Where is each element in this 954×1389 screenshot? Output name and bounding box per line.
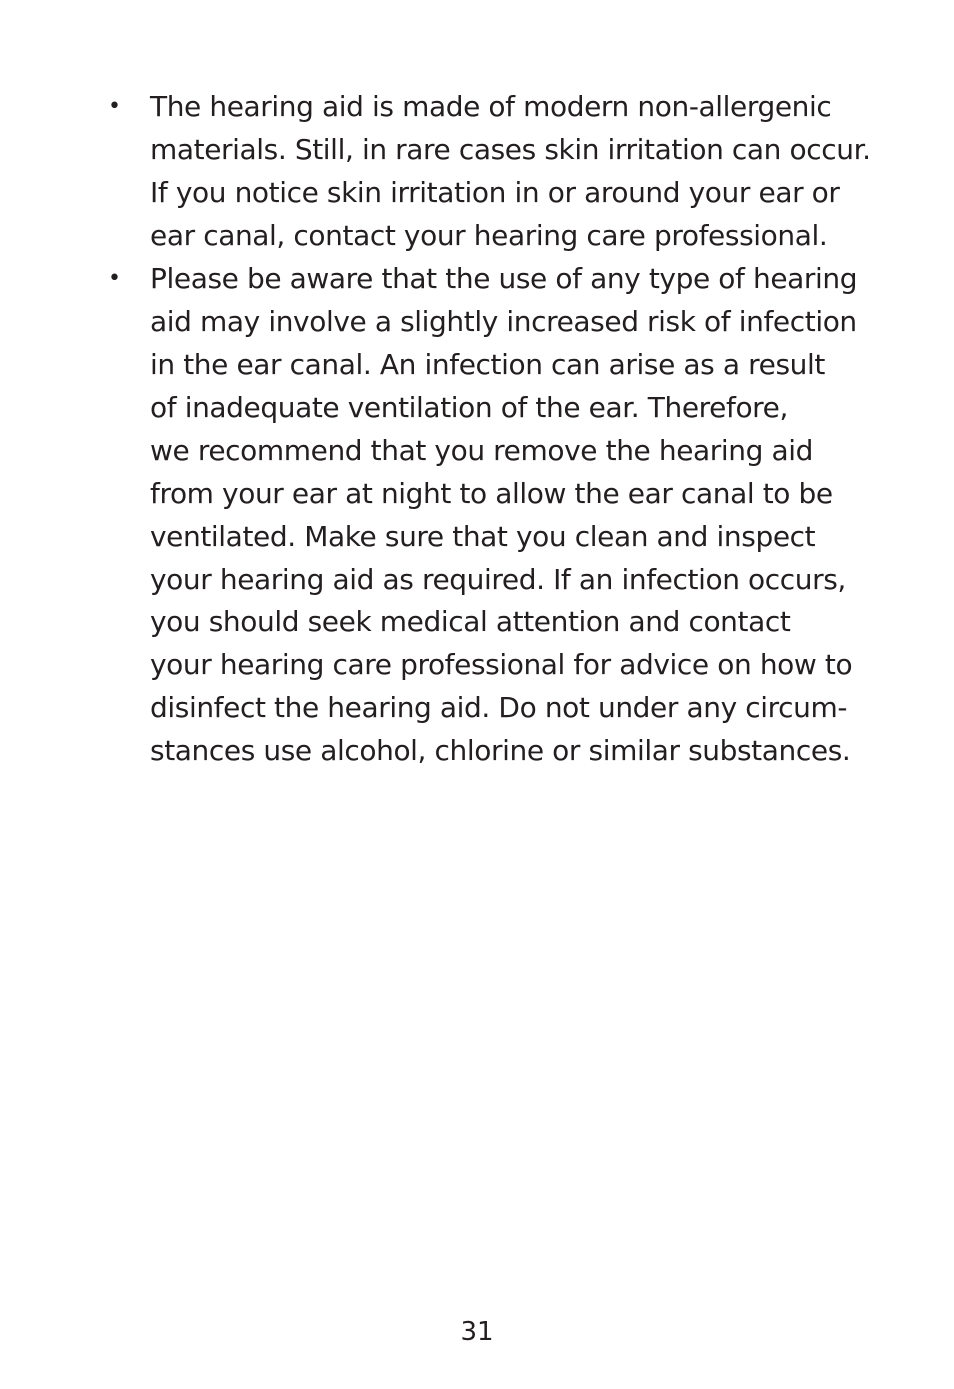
bullet-1-line-2: materials. Still, in rare cases skin irritation can occur.	[150, 133, 871, 166]
bullet-2-line-10: your hearing care professional for advice on how to	[150, 648, 853, 681]
bullet-2-line-1: Please be aware that the use of any type of hearing	[150, 262, 858, 295]
page-number: 31	[460, 1317, 494, 1347]
bullet-marker: •	[108, 94, 121, 119]
bullet-1-line-1: The hearing aid is made of modern non-allergenic	[150, 90, 832, 123]
bullet-1-line-4: ear canal, contact your hearing care professional.	[150, 219, 828, 252]
bullet-2-line-5: we recommend that you remove the hearing aid	[150, 434, 814, 467]
bullet-2-line-9: you should seek medical attention and contact	[150, 605, 791, 638]
bullet-2-line-8: your hearing aid as required. If an infection occurs,	[150, 563, 846, 596]
bullet-marker: •	[108, 266, 121, 291]
bullet-1-line-3: If you notice skin irritation in or around your ear or	[150, 176, 840, 209]
bullet-2-line-3: in the ear canal. An infection can arise as a result	[150, 348, 825, 381]
bullet-2-line-4: of inadequate ventilation of the ear. Therefore,	[150, 391, 789, 424]
bullet-2-line-6: from your ear at night to allow the ear canal to be	[150, 477, 833, 510]
bullet-2-line-2: aid may involve a slightly increased risk of infection	[150, 305, 857, 338]
bullet-2-line-12: stances use alcohol, chlorine or similar substances.	[150, 734, 851, 767]
bullet-2-line-7: ventilated. Make sure that you clean and inspect	[150, 520, 816, 553]
bullet-2-line-11: disinfect the hearing aid. Do not under any circum-	[150, 691, 848, 724]
